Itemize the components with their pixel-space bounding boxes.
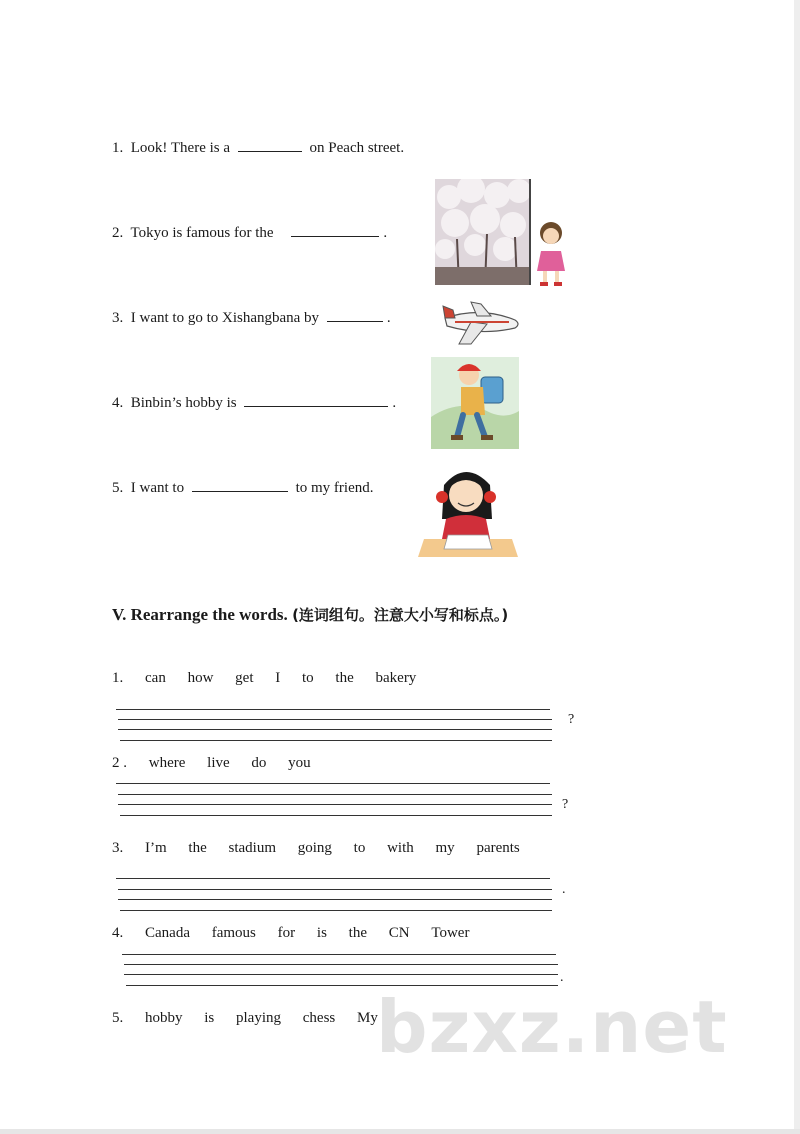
word: Canada xyxy=(145,925,190,941)
question-text-before: Tokyo is famous for the xyxy=(130,225,274,241)
question-text-before: Look! There is a xyxy=(130,140,231,156)
word: the xyxy=(188,840,207,856)
end-punctuation: ? xyxy=(562,797,569,812)
answer-line[interactable] xyxy=(124,974,558,975)
answer-line[interactable] xyxy=(116,709,550,710)
item-number: 3. xyxy=(112,840,124,856)
question-text-after: . xyxy=(386,310,391,326)
question-number: 4. xyxy=(112,395,124,411)
word: bakery xyxy=(375,670,417,686)
question-number: 3. xyxy=(112,310,124,326)
word: parents xyxy=(476,840,520,856)
word: chess xyxy=(302,1010,336,1026)
answer-line[interactable] xyxy=(118,794,552,795)
cherry-blossoms-picture xyxy=(435,179,571,287)
question-text-before: I want to go to Xishangbana by xyxy=(130,310,320,326)
answer-line[interactable] xyxy=(120,740,552,741)
word: playing xyxy=(236,1010,282,1026)
section-title: V. Rearrange the words. xyxy=(112,605,288,624)
item-number: 1. xyxy=(112,670,124,686)
question-number: 1. xyxy=(112,140,124,156)
section-v-heading xyxy=(112,604,508,625)
word: Tower xyxy=(431,925,470,941)
page-edge-bottom xyxy=(0,1129,800,1134)
word: to xyxy=(353,840,366,856)
answer-line[interactable] xyxy=(116,878,550,879)
answer-line[interactable] xyxy=(118,804,552,805)
question-2 xyxy=(112,225,387,242)
watermark-text: bzxz.net xyxy=(376,985,728,1069)
question-text-before: Binbin’s hobby is xyxy=(130,395,237,411)
word: the xyxy=(348,925,367,941)
rearrange-item-4 xyxy=(112,925,487,942)
airplane-picture xyxy=(441,300,523,348)
item-number: 2 . xyxy=(112,755,127,771)
end-punctuation: ? xyxy=(568,712,575,727)
item-number: 5. xyxy=(112,1010,124,1026)
end-punctuation: . xyxy=(560,970,564,985)
rearrange-item-2 xyxy=(112,755,329,772)
word: famous xyxy=(211,925,256,941)
word: you xyxy=(288,755,311,771)
word: stadium xyxy=(228,840,276,856)
word: CN xyxy=(388,925,410,941)
word: can xyxy=(145,670,166,686)
word: is xyxy=(204,1010,215,1026)
word: get xyxy=(235,670,254,686)
question-1 xyxy=(112,140,404,157)
word: to xyxy=(302,670,314,686)
word: I xyxy=(275,670,281,686)
word: how xyxy=(187,670,214,686)
answer-line[interactable] xyxy=(118,719,552,720)
answer-line[interactable] xyxy=(118,889,552,890)
answer-line[interactable] xyxy=(118,729,552,730)
answer-line[interactable] xyxy=(118,899,552,900)
answer-blank[interactable] xyxy=(192,491,288,492)
question-4 xyxy=(112,395,396,412)
answer-blank[interactable] xyxy=(238,151,302,152)
answer-blank[interactable] xyxy=(291,236,379,237)
word: my xyxy=(435,840,455,856)
word: hobby xyxy=(145,1010,183,1026)
end-punctuation: . xyxy=(562,882,566,897)
word: going xyxy=(297,840,332,856)
item-number: 4. xyxy=(112,925,124,941)
question-text-before: I want to xyxy=(130,480,185,496)
question-text-after: . xyxy=(392,395,397,411)
hiker-picture xyxy=(431,357,521,451)
question-number: 2. xyxy=(112,225,124,241)
answer-line[interactable] xyxy=(116,783,550,784)
girl-writing-picture xyxy=(418,461,518,559)
word: for xyxy=(277,925,296,941)
word: is xyxy=(316,925,327,941)
section-subtitle: (连词组句。注意大小写和标点。) xyxy=(292,606,509,624)
answer-line[interactable] xyxy=(120,815,552,816)
rearrange-item-1 xyxy=(112,670,434,687)
page-edge-right xyxy=(794,0,800,1134)
word: where xyxy=(148,755,186,771)
word: the xyxy=(335,670,354,686)
question-3 xyxy=(112,310,391,327)
rearrange-item-5 xyxy=(112,1010,396,1027)
rearrange-item-3 xyxy=(112,840,538,857)
word: My xyxy=(357,1010,378,1026)
word: do xyxy=(251,755,267,771)
question-text-after: . xyxy=(383,225,388,241)
word: live xyxy=(207,755,230,771)
word: with xyxy=(387,840,414,856)
question-text-after: on Peach street. xyxy=(309,140,405,156)
question-text-after: to my friend. xyxy=(295,480,374,496)
word: I’m xyxy=(145,840,167,856)
question-number: 5. xyxy=(112,480,124,496)
answer-line[interactable] xyxy=(122,954,556,955)
answer-blank[interactable] xyxy=(327,321,383,322)
question-5 xyxy=(112,480,373,497)
answer-line[interactable] xyxy=(124,964,558,965)
answer-blank[interactable] xyxy=(244,406,388,407)
answer-line[interactable] xyxy=(120,910,552,911)
